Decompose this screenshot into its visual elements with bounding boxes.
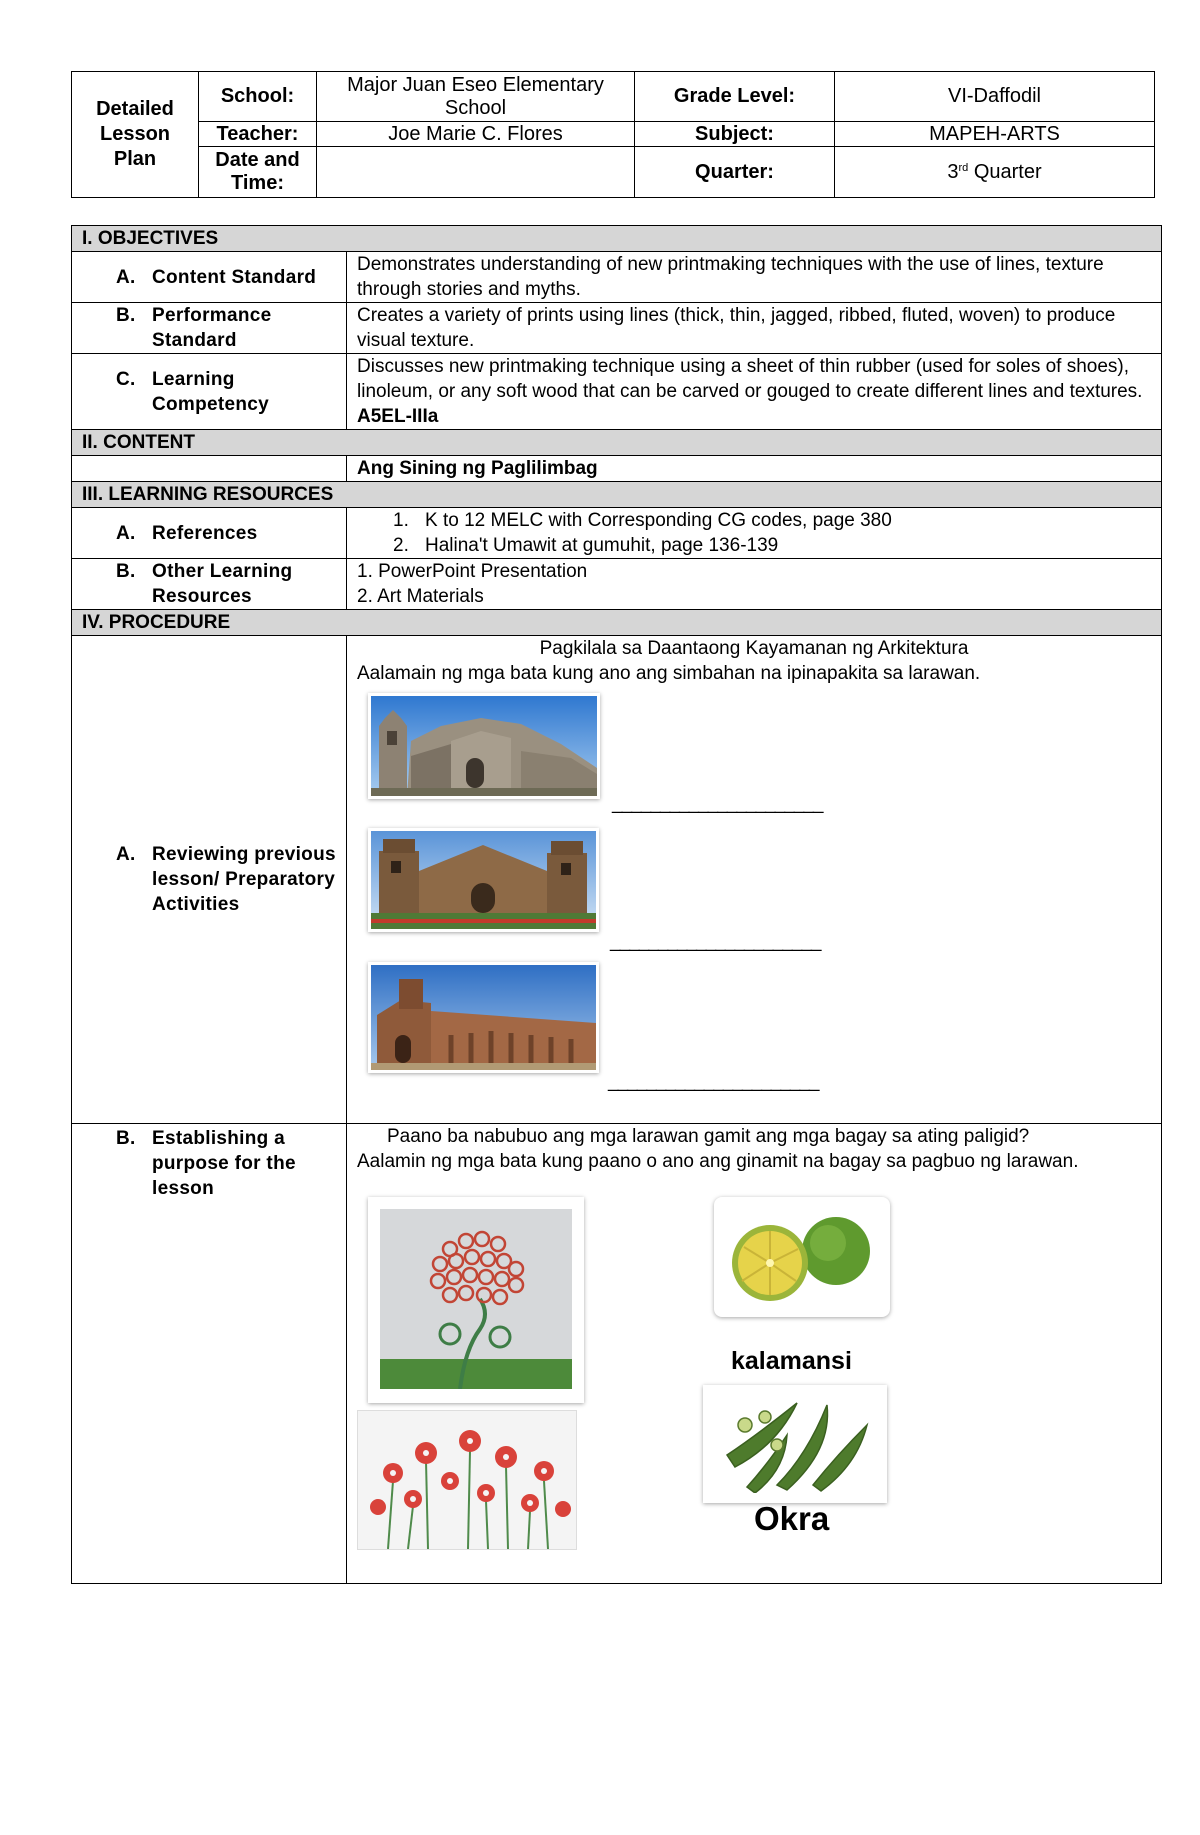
content-empty-cell xyxy=(72,456,347,482)
teacher-value: Joe Marie C. Flores xyxy=(317,122,635,147)
school-value: Major Juan Eseo Elementary School xyxy=(317,72,635,122)
content-heading: II. CONTENT xyxy=(72,430,1162,456)
purpose-label: B. Establishing a purpose for the lesson xyxy=(72,1124,347,1584)
performance-standard-label: B. Performance Standard xyxy=(72,303,347,354)
flower-print-photo xyxy=(368,1197,584,1403)
review-instruction: Aalamain ng mga bata kung ano ang simbahan na ipinapakita sa larawan. xyxy=(357,663,981,684)
date-time-label: Date and Time: xyxy=(199,147,317,198)
answer-blank-3: ______________________ xyxy=(608,1071,819,1092)
list-item: 2. Art Materials xyxy=(357,586,484,607)
procedure-heading: IV. PROCEDURE xyxy=(72,610,1162,636)
teacher-label: Teacher: xyxy=(199,122,317,147)
grade-level-value: VI-Daffodil xyxy=(835,72,1155,122)
learning-competency-text: Discusses new printmaking technique using a sheet of thin rubber (used for soles of shoes), linoleum, or any soft wood that can be carved or gouged to create different lines and textures. A5EL-IIIa xyxy=(347,354,1162,430)
performance-standard-text: Creates a variety of prints using lines (thick, thin, jagged, ribbed, fluted, woven) to produce visual texture. xyxy=(347,303,1162,354)
header-table xyxy=(71,71,1155,198)
quarter-value xyxy=(835,147,1155,198)
subject-value: MAPEH-ARTS xyxy=(835,122,1155,147)
review-label: A. Reviewing previous lesson/ Preparatory Activities xyxy=(72,636,347,1124)
list-item: 2. Halina't Umawit at gumuhit, page 136-139 xyxy=(393,535,779,556)
list-item: 1. K to 12 MELC with Corresponding CG codes, page 380 xyxy=(393,510,892,531)
resources-heading: III. LEARNING RESOURCES xyxy=(72,482,1162,508)
quarter-number: 3 xyxy=(947,160,959,183)
date-time-value xyxy=(317,147,635,198)
list-item: 1. PowerPoint Presentation xyxy=(357,561,588,582)
content-standard-text: Demonstrates understanding of new printmaking techniques with the use of lines, texture through stories and myths. xyxy=(347,252,1162,303)
quarter-word: Quarter xyxy=(973,160,1042,183)
content-topic: Ang Sining ng Paglilimbag xyxy=(347,456,1162,482)
okra-photo xyxy=(703,1385,887,1503)
school-label: School: xyxy=(199,72,317,122)
purpose-question: Paano ba nabubuo ang mga larawan gamit ang mga bagay sa ating paligid? xyxy=(387,1126,1030,1147)
quarter-label: Quarter: xyxy=(635,147,835,198)
competency-code: A5EL-IIIa xyxy=(357,406,439,427)
lesson-plan-title: Detailed Lesson Plan xyxy=(72,72,199,198)
objectives-heading: I. OBJECTIVES xyxy=(72,226,1162,252)
lesson-table xyxy=(71,225,1162,1584)
subject-label: Subject: xyxy=(635,122,835,147)
okra-caption: Okra xyxy=(754,1500,830,1537)
grade-level-label: Grade Level: xyxy=(635,72,835,122)
church-photo-3 xyxy=(368,962,599,1073)
flowers-print-photo xyxy=(357,1410,577,1550)
content-standard-label: A. Content Standard xyxy=(72,252,347,303)
review-title: Pagkilala sa Daantaong Kayamanan ng Arkitektura xyxy=(539,638,969,659)
references-label: A. References xyxy=(72,508,347,559)
church-photo-1 xyxy=(368,693,600,799)
answer-blank-1: ______________________ xyxy=(612,793,823,814)
quarter-suffix: rd xyxy=(958,161,969,174)
other-resources-label: B. Other Learning Resources xyxy=(72,559,347,610)
other-resources-list xyxy=(347,559,1162,610)
answer-blank-2: ______________________ xyxy=(610,931,821,952)
purpose-instruction: Aalamin ng mga bata kung paano o ano ang ginamit na bagay sa pagbuo ng larawan. xyxy=(357,1151,1079,1172)
kalamansi-caption: kalamansi xyxy=(731,1347,852,1375)
church-photo-2 xyxy=(368,828,599,932)
learning-competency-label: C. Learning Competency xyxy=(72,354,347,430)
references-list xyxy=(347,508,1162,559)
kalamansi-photo xyxy=(714,1197,890,1317)
